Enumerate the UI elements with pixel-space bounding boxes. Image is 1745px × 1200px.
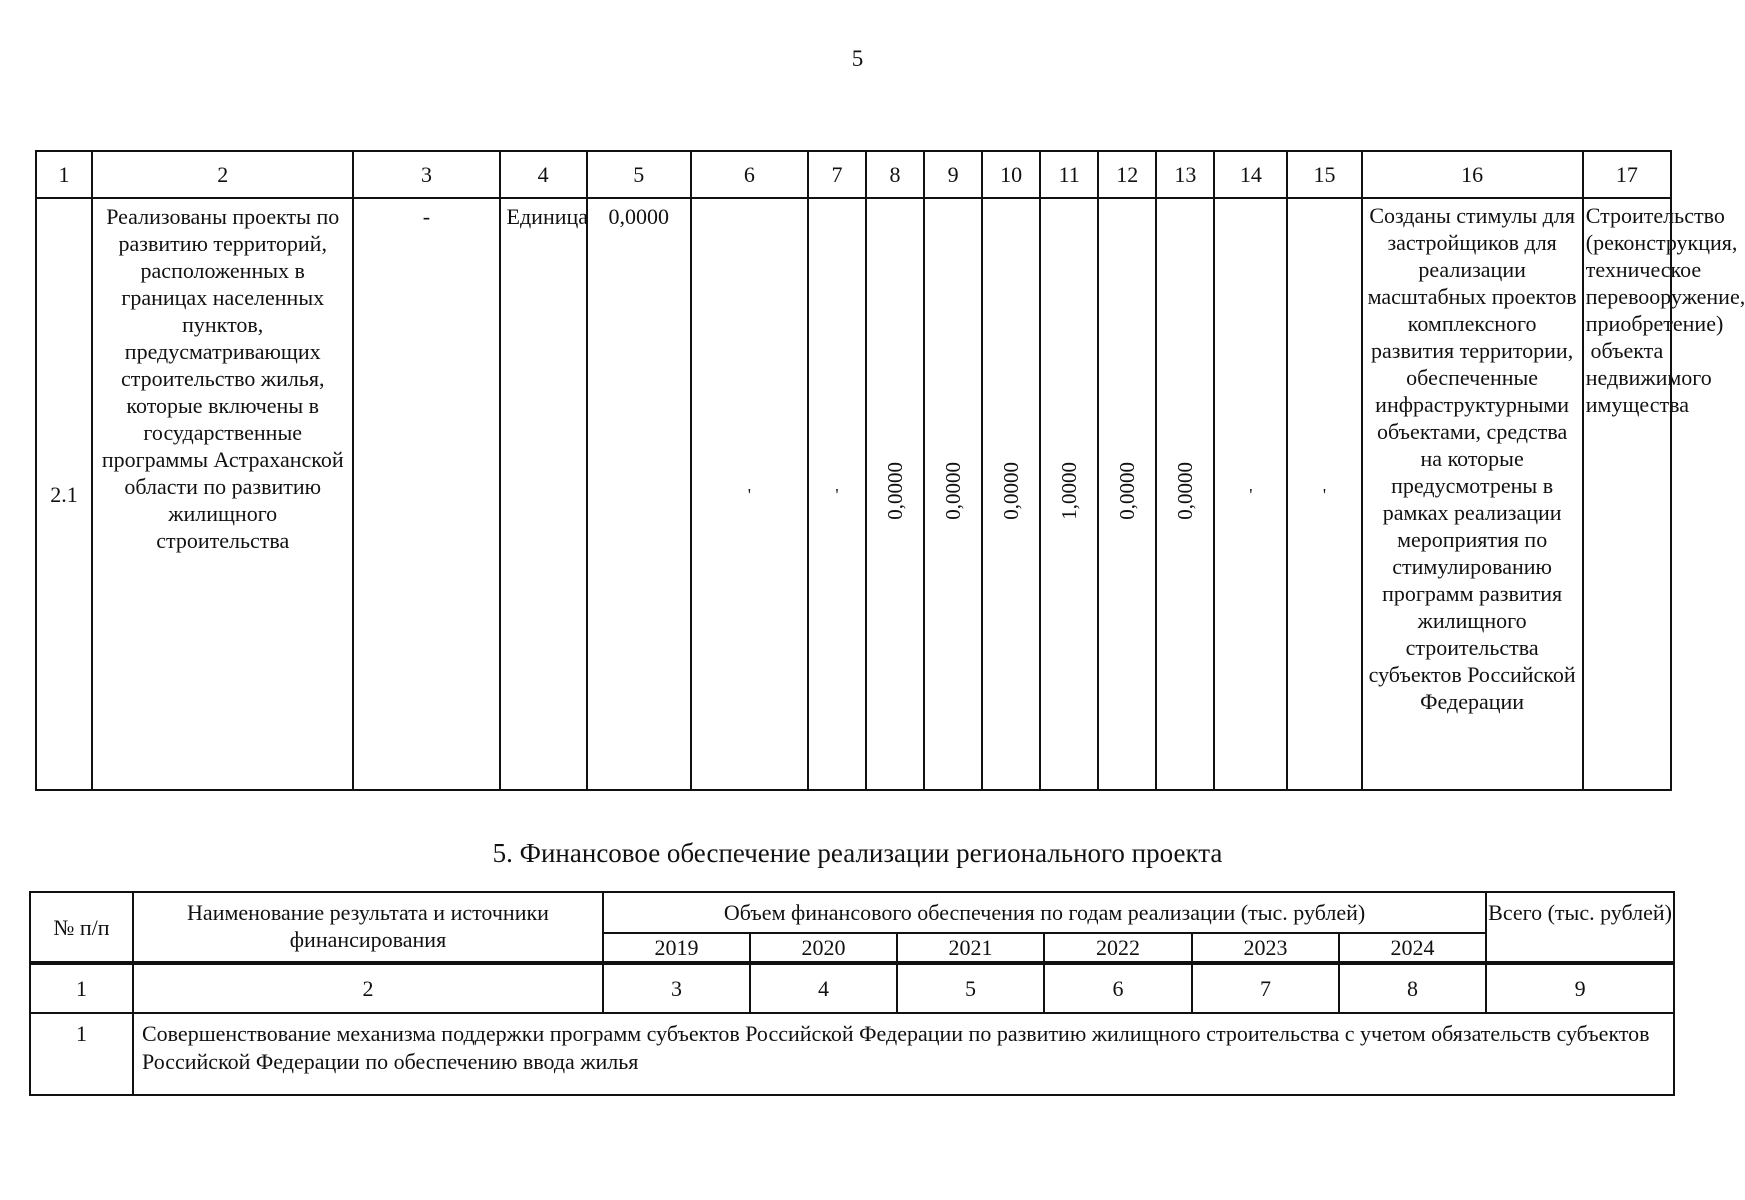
result-text: Совершенствование механизма поддержки программ субъектов Российской Федерации по развитию жилищного строительства с учетом обязательств субъектов Российской Федерации по обеспечению ввода жилья	[133, 1013, 1674, 1095]
unit-cell	[500, 198, 587, 790]
header-year: 2022	[1044, 933, 1192, 963]
column-number: 10	[982, 151, 1040, 198]
financing-table	[29, 891, 1675, 1096]
cell-c14	[1214, 198, 1287, 790]
header-name: Наименование результата и источники финансирования	[133, 892, 603, 963]
column-number: 2	[92, 151, 353, 198]
column-number: 8	[866, 151, 924, 198]
column-number: 7	[808, 151, 866, 198]
column-number: 8	[1339, 963, 1486, 1013]
cell-c3	[353, 198, 499, 790]
column-number: 3	[603, 963, 750, 1013]
table-row	[30, 1013, 1674, 1095]
cell-c6-value: '	[747, 484, 751, 505]
cell-c17-value: Строительство (реконструкция, техническое перевооружение, приобретение) объекта недвижимого имущества	[1585, 203, 1745, 417]
base-value: 0,0000	[608, 204, 669, 229]
cell-c9	[924, 198, 982, 790]
cell-c15-value: '	[1322, 484, 1327, 505]
table-row	[36, 198, 1671, 790]
column-number: 9	[924, 151, 982, 198]
column-number: 11	[1040, 151, 1098, 198]
cell-c13-value: 0,0000	[1172, 462, 1197, 520]
result-name-cell	[92, 198, 353, 790]
cell-c9-value: 0,0000	[940, 462, 965, 520]
cell-c10	[982, 198, 1040, 790]
header-year: 2023	[1192, 933, 1339, 963]
result-name: Реализованы проекты по развитию территорий, расположенных в границах населенных пунктов, предусматривающих строительство жилья, которые включены в государственные программы Астраханской области по развитию жилищного строительства	[101, 204, 344, 553]
cell-c12-value: 0,0000	[1114, 462, 1139, 520]
results-table	[35, 150, 1745, 791]
column-number: 2	[133, 963, 603, 1013]
column-number: 5	[897, 963, 1044, 1013]
cell-c3-value: -	[422, 204, 431, 229]
header-num: № п/п	[30, 892, 133, 963]
cell-c7-value: '	[835, 484, 839, 505]
header-total: Всего (тыс. рублей)	[1486, 892, 1674, 963]
cell-c11	[1040, 198, 1098, 790]
cell-c14-value: '	[1249, 484, 1253, 505]
column-number-row	[36, 151, 1671, 198]
column-number: 16	[1362, 151, 1583, 198]
row-number: 1	[30, 1013, 133, 1095]
column-number: 6	[1044, 963, 1192, 1013]
header-year: 2019	[603, 933, 750, 963]
header-year: 2024	[1339, 933, 1486, 963]
cell-c12	[1098, 198, 1156, 790]
header-year: 2021	[897, 933, 1044, 963]
column-number: 9	[1486, 963, 1674, 1013]
column-number: 5	[587, 151, 691, 198]
column-number: 14	[1214, 151, 1287, 198]
column-number: 1	[36, 151, 92, 198]
column-number: 12	[1098, 151, 1156, 198]
column-number: 15	[1287, 151, 1361, 198]
column-number: 17	[1583, 151, 1671, 198]
header-year: 2020	[750, 933, 897, 963]
header-volume: Объем финансового обеспечения по годам реализации (тыс. рублей)	[603, 892, 1486, 933]
base-value-cell	[587, 198, 691, 790]
cell-c11-value: 1,0000	[1056, 462, 1081, 520]
row-number: 2.1	[36, 198, 92, 790]
cell-c15	[1287, 198, 1361, 790]
page-number: 5	[851, 46, 864, 71]
header-row	[30, 892, 1674, 933]
column-number: 6	[691, 151, 808, 198]
cell-c7	[808, 198, 866, 790]
section-title: 5. Финансовое обеспечение реализации регионального проекта	[492, 838, 1223, 868]
column-number: 4	[750, 963, 897, 1013]
cell-c13	[1156, 198, 1214, 790]
column-number: 3	[353, 151, 499, 198]
column-number-row	[30, 963, 1674, 1013]
column-number: 4	[500, 151, 587, 198]
column-number: 1	[30, 963, 133, 1013]
cell-c16	[1362, 198, 1583, 790]
column-number: 13	[1156, 151, 1214, 198]
cell-c10-value: 0,0000	[998, 462, 1023, 520]
column-number: 7	[1192, 963, 1339, 1013]
cell-c8	[866, 198, 924, 790]
cell-c8-value: 0,0000	[882, 462, 907, 520]
cell-c16-value: Созданы стимулы для застройщиков для реализации масштабных проектов комплексного развития территории, обеспеченные инфраструктурными объектами, средства на которые предусмотрены в рамках реализации мероприятия по стимулированию программ развития жилищного строительства субъектов Российской Федерации	[1367, 203, 1577, 714]
unit-value: Единица	[506, 204, 589, 229]
cell-c6	[691, 198, 808, 790]
cell-c17	[1583, 198, 1745, 790]
